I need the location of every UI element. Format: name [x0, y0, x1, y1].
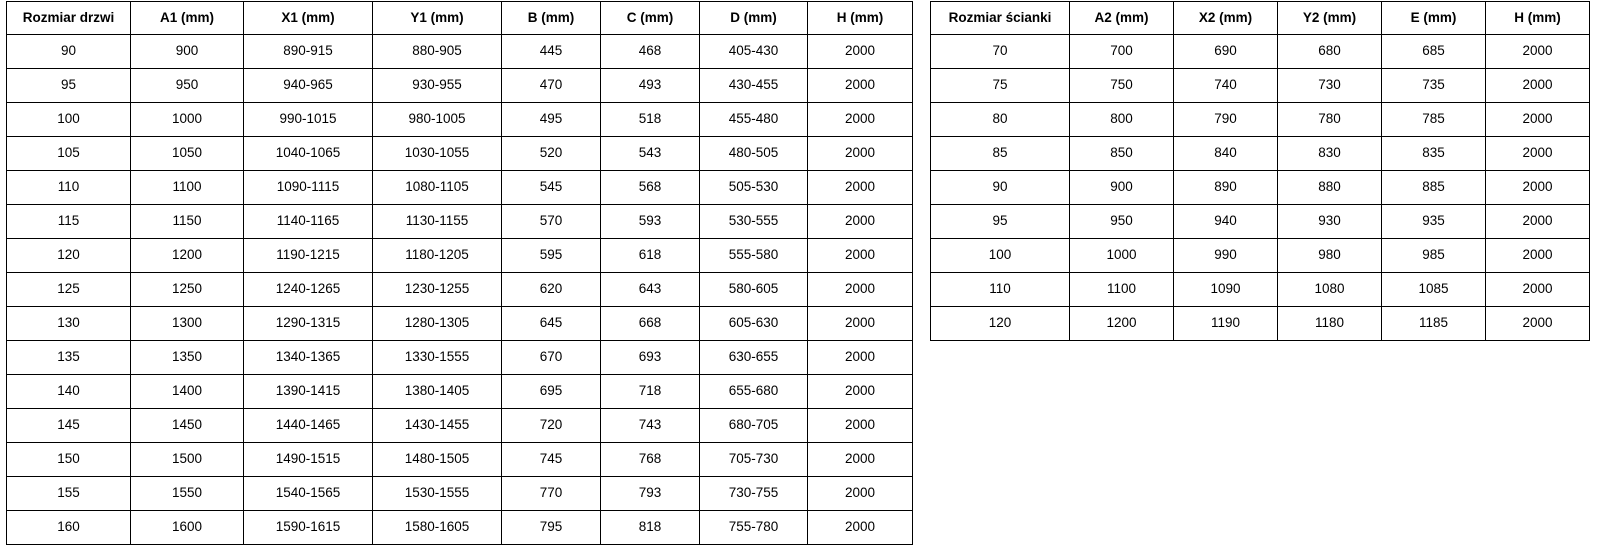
table-cell: 85 [931, 137, 1070, 171]
table-row [7, 239, 913, 273]
table-cell: 1430-1455 [373, 409, 502, 443]
table-cell: 785 [1382, 103, 1486, 137]
table-cell: 1540-1565 [244, 477, 373, 511]
table-cell: 680 [1278, 35, 1382, 69]
table-cell: 1200 [1070, 307, 1174, 341]
table-cell: 1490-1515 [244, 443, 373, 477]
table-cell: 2000 [808, 69, 913, 103]
table-cell: 2000 [808, 443, 913, 477]
table-cell: 730 [1278, 69, 1382, 103]
table-cell: 2000 [1486, 205, 1590, 239]
table-cell: 2000 [1486, 69, 1590, 103]
table-row [7, 511, 913, 545]
table-cell: 2000 [1486, 307, 1590, 341]
table-row [7, 35, 913, 69]
table-cell: 2000 [1486, 137, 1590, 171]
table-cell: 980 [1278, 239, 1382, 273]
table-cell: 670 [502, 341, 601, 375]
table-cell: 1390-1415 [244, 375, 373, 409]
doors-column-header: Rozmiar drzwi [7, 2, 131, 35]
table-cell: 668 [601, 307, 700, 341]
table-cell: 1500 [131, 443, 244, 477]
table-cell: 1340-1365 [244, 341, 373, 375]
table-cell: 130 [7, 307, 131, 341]
doors-column-header: Y1 (mm) [373, 2, 502, 35]
table-cell: 70 [931, 35, 1070, 69]
table-cell: 743 [601, 409, 700, 443]
table-cell: 2000 [1486, 103, 1590, 137]
table-cell: 795 [502, 511, 601, 545]
table-cell: 735 [1382, 69, 1486, 103]
table-cell: 2000 [808, 511, 913, 545]
table-cell: 2000 [1486, 239, 1590, 273]
table-cell: 470 [502, 69, 601, 103]
table-cell: 850 [1070, 137, 1174, 171]
table-cell: 115 [7, 205, 131, 239]
table-cell: 1100 [131, 171, 244, 205]
table-cell: 880 [1278, 171, 1382, 205]
table-cell: 980-1005 [373, 103, 502, 137]
table-cell: 768 [601, 443, 700, 477]
doors-table-body [7, 35, 913, 545]
table-cell: 150 [7, 443, 131, 477]
table-cell: 1530-1555 [373, 477, 502, 511]
table-cell: 790 [1174, 103, 1278, 137]
table-cell: 2000 [808, 35, 913, 69]
table-cell: 445 [502, 35, 601, 69]
walls-dimensions-table-container [930, 1, 1590, 341]
table-cell: 1150 [131, 205, 244, 239]
table-row [7, 273, 913, 307]
table-cell: 1290-1315 [244, 307, 373, 341]
table-row [7, 341, 913, 375]
table-cell: 95 [931, 205, 1070, 239]
table-cell: 455-480 [700, 103, 808, 137]
table-cell: 2000 [808, 375, 913, 409]
table-cell: 140 [7, 375, 131, 409]
table-cell: 430-455 [700, 69, 808, 103]
table-cell: 1190 [1174, 307, 1278, 341]
table-header-row [7, 2, 913, 35]
table-cell: 950 [1070, 205, 1174, 239]
table-cell: 145 [7, 409, 131, 443]
table-cell: 568 [601, 171, 700, 205]
table-cell: 593 [601, 205, 700, 239]
table-cell: 100 [7, 103, 131, 137]
doors-column-header: B (mm) [502, 2, 601, 35]
table-cell: 493 [601, 69, 700, 103]
table-cell: 1100 [1070, 273, 1174, 307]
table-cell: 940 [1174, 205, 1278, 239]
table-cell: 90 [7, 35, 131, 69]
table-cell: 718 [601, 375, 700, 409]
table-row [7, 137, 913, 171]
table-cell: 2000 [808, 307, 913, 341]
table-cell: 75 [931, 69, 1070, 103]
table-cell: 1280-1305 [373, 307, 502, 341]
table-cell: 1000 [131, 103, 244, 137]
table-cell: 1030-1055 [373, 137, 502, 171]
table-cell: 570 [502, 205, 601, 239]
table-row [931, 273, 1590, 307]
table-cell: 1600 [131, 511, 244, 545]
table-cell: 1450 [131, 409, 244, 443]
table-row [931, 103, 1590, 137]
table-cell: 1590-1615 [244, 511, 373, 545]
table-cell: 1230-1255 [373, 273, 502, 307]
table-row [7, 205, 913, 239]
walls-dimensions-table [930, 1, 1590, 341]
table-cell: 1130-1155 [373, 205, 502, 239]
table-cell: 2000 [1486, 273, 1590, 307]
table-cell: 1000 [1070, 239, 1174, 273]
table-cell: 135 [7, 341, 131, 375]
table-cell: 770 [502, 477, 601, 511]
table-cell: 930-955 [373, 69, 502, 103]
table-cell: 655-680 [700, 375, 808, 409]
table-cell: 900 [1070, 171, 1174, 205]
walls-column-header: A2 (mm) [1070, 2, 1174, 35]
doors-table-head [7, 2, 913, 35]
table-cell: 2000 [808, 137, 913, 171]
table-row [931, 137, 1590, 171]
table-cell: 1300 [131, 307, 244, 341]
table-cell: 1090 [1174, 273, 1278, 307]
table-cell: 1190-1215 [244, 239, 373, 273]
table-cell: 750 [1070, 69, 1174, 103]
table-cell: 630-655 [700, 341, 808, 375]
table-cell: 1550 [131, 477, 244, 511]
table-cell: 1400 [131, 375, 244, 409]
table-row [7, 171, 913, 205]
table-cell: 545 [502, 171, 601, 205]
walls-table-body [931, 35, 1590, 341]
table-cell: 530-555 [700, 205, 808, 239]
table-cell: 940-965 [244, 69, 373, 103]
walls-column-header: Rozmiar ścianki [931, 2, 1070, 35]
table-cell: 110 [7, 171, 131, 205]
table-cell: 730-755 [700, 477, 808, 511]
table-cell: 840 [1174, 137, 1278, 171]
table-row [7, 69, 913, 103]
doors-column-header: X1 (mm) [244, 2, 373, 35]
table-cell: 160 [7, 511, 131, 545]
table-cell: 555-580 [700, 239, 808, 273]
table-cell: 695 [502, 375, 601, 409]
table-cell: 890 [1174, 171, 1278, 205]
table-cell: 605-630 [700, 307, 808, 341]
table-cell: 880-905 [373, 35, 502, 69]
walls-column-header: Y2 (mm) [1278, 2, 1382, 35]
table-cell: 2000 [808, 273, 913, 307]
table-cell: 693 [601, 341, 700, 375]
table-cell: 1440-1465 [244, 409, 373, 443]
table-cell: 155 [7, 477, 131, 511]
table-cell: 105 [7, 137, 131, 171]
table-row [7, 477, 913, 511]
table-row [931, 239, 1590, 273]
table-cell: 2000 [808, 477, 913, 511]
doors-column-header: C (mm) [601, 2, 700, 35]
table-cell: 985 [1382, 239, 1486, 273]
table-row [931, 35, 1590, 69]
table-cell: 518 [601, 103, 700, 137]
table-cell: 1185 [1382, 307, 1486, 341]
table-cell: 1250 [131, 273, 244, 307]
doors-dimensions-table-container [6, 1, 913, 545]
table-cell: 780 [1278, 103, 1382, 137]
table-cell: 495 [502, 103, 601, 137]
table-cell: 1090-1115 [244, 171, 373, 205]
table-cell: 645 [502, 307, 601, 341]
table-cell: 505-530 [700, 171, 808, 205]
table-cell: 80 [931, 103, 1070, 137]
walls-table-head [931, 2, 1590, 35]
table-cell: 618 [601, 239, 700, 273]
table-cell: 1330-1555 [373, 341, 502, 375]
table-cell: 1180-1205 [373, 239, 502, 273]
table-cell: 2000 [808, 341, 913, 375]
walls-column-header: X2 (mm) [1174, 2, 1278, 35]
table-cell: 480-505 [700, 137, 808, 171]
table-cell: 700 [1070, 35, 1174, 69]
table-cell: 930 [1278, 205, 1382, 239]
table-cell: 595 [502, 239, 601, 273]
table-cell: 95 [7, 69, 131, 103]
table-cell: 1240-1265 [244, 273, 373, 307]
table-cell: 2000 [808, 409, 913, 443]
table-cell: 830 [1278, 137, 1382, 171]
table-row [931, 307, 1590, 341]
table-cell: 620 [502, 273, 601, 307]
doors-dimensions-table [6, 1, 913, 545]
table-cell: 1085 [1382, 273, 1486, 307]
walls-column-header: E (mm) [1382, 2, 1486, 35]
table-row [931, 171, 1590, 205]
table-cell: 110 [931, 273, 1070, 307]
table-cell: 1200 [131, 239, 244, 273]
table-cell: 1180 [1278, 307, 1382, 341]
table-cell: 740 [1174, 69, 1278, 103]
table-row [7, 443, 913, 477]
table-cell: 1140-1165 [244, 205, 373, 239]
table-row [931, 205, 1590, 239]
doors-column-header: H (mm) [808, 2, 913, 35]
table-row [7, 307, 913, 341]
table-cell: 990-1015 [244, 103, 373, 137]
table-cell: 818 [601, 511, 700, 545]
table-row [7, 103, 913, 137]
table-cell: 543 [601, 137, 700, 171]
table-cell: 100 [931, 239, 1070, 273]
table-cell: 685 [1382, 35, 1486, 69]
table-cell: 468 [601, 35, 700, 69]
table-cell: 900 [131, 35, 244, 69]
table-cell: 680-705 [700, 409, 808, 443]
table-cell: 1080 [1278, 273, 1382, 307]
table-cell: 935 [1382, 205, 1486, 239]
table-cell: 2000 [1486, 171, 1590, 205]
doors-column-header: A1 (mm) [131, 2, 244, 35]
table-cell: 405-430 [700, 35, 808, 69]
table-cell: 1480-1505 [373, 443, 502, 477]
table-cell: 2000 [808, 171, 913, 205]
table-row [7, 409, 913, 443]
table-cell: 1580-1605 [373, 511, 502, 545]
table-cell: 580-605 [700, 273, 808, 307]
table-row [931, 69, 1590, 103]
table-cell: 1050 [131, 137, 244, 171]
table-cell: 755-780 [700, 511, 808, 545]
table-cell: 1350 [131, 341, 244, 375]
table-cell: 2000 [808, 239, 913, 273]
table-cell: 745 [502, 443, 601, 477]
table-cell: 800 [1070, 103, 1174, 137]
table-cell: 90 [931, 171, 1070, 205]
table-cell: 2000 [808, 205, 913, 239]
table-cell: 705-730 [700, 443, 808, 477]
table-cell: 720 [502, 409, 601, 443]
table-header-row [931, 2, 1590, 35]
table-cell: 990 [1174, 239, 1278, 273]
table-cell: 1040-1065 [244, 137, 373, 171]
table-cell: 1080-1105 [373, 171, 502, 205]
table-cell: 125 [7, 273, 131, 307]
table-cell: 120 [7, 239, 131, 273]
table-cell: 643 [601, 273, 700, 307]
walls-column-header: H (mm) [1486, 2, 1590, 35]
table-cell: 835 [1382, 137, 1486, 171]
table-cell: 120 [931, 307, 1070, 341]
table-cell: 520 [502, 137, 601, 171]
table-row [7, 375, 913, 409]
table-cell: 690 [1174, 35, 1278, 69]
table-cell: 793 [601, 477, 700, 511]
doors-column-header: D (mm) [700, 2, 808, 35]
table-cell: 950 [131, 69, 244, 103]
table-cell: 2000 [808, 103, 913, 137]
table-cell: 885 [1382, 171, 1486, 205]
table-cell: 890-915 [244, 35, 373, 69]
table-cell: 2000 [1486, 35, 1590, 69]
table-cell: 1380-1405 [373, 375, 502, 409]
